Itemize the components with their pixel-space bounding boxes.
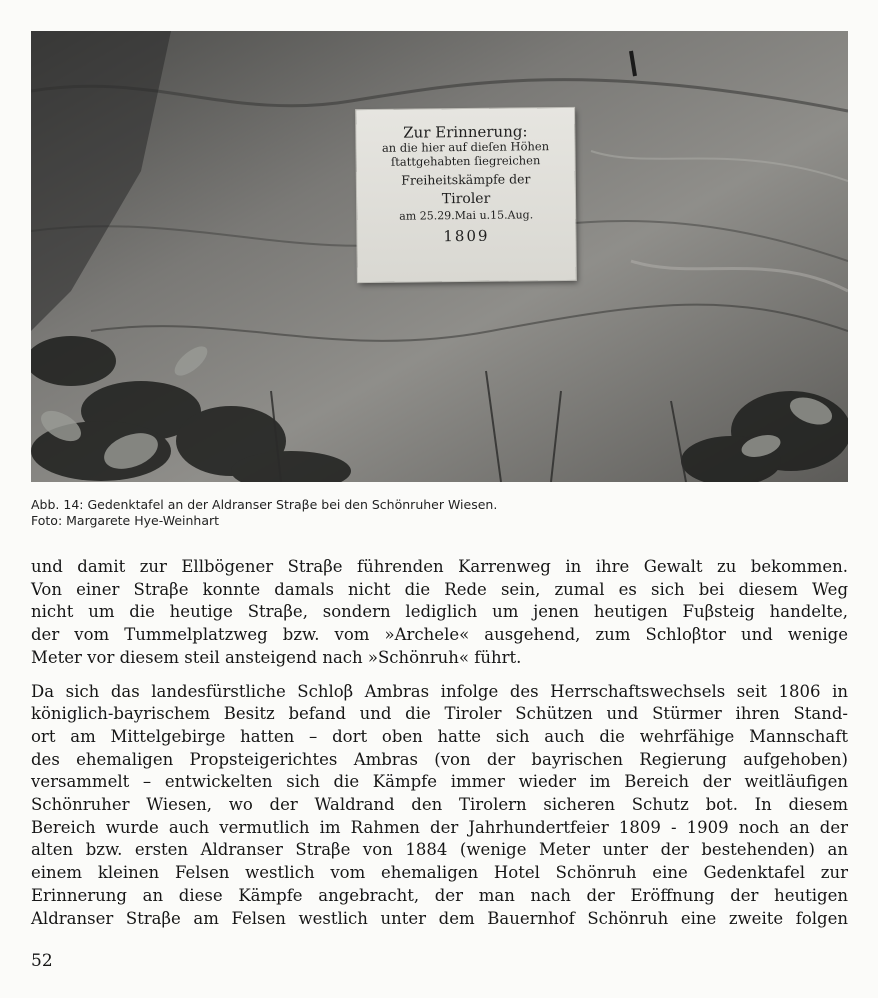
text-line: des ehemaligen Propsteigerichtes Ambras (von der bayrischen Regierung aufgehoben) — [31, 749, 848, 769]
plaque-line: Tiroler — [441, 190, 491, 207]
text-line: Bereich wurde auch vermutlich im Rahmen der Jahrhundertfeier 1809 - 1909 noch an der — [31, 817, 848, 837]
text-line: einem kleinen Felsen westlich vom ehemaligen Hotel Schönruh eine Gedenktafel zur — [31, 863, 848, 883]
memorial-plaque — [356, 108, 576, 282]
text-line: versammelt – entwickelten sich die Kämpfe immer wieder im Bereich der weitläufigen — [31, 772, 848, 792]
text-line: ort am Mittelgebirge hatten – dort oben hatte sich auch die wehrfähige Mannschaft — [31, 726, 848, 746]
plaque-line: an die hier auf dieſen Höhen — [381, 139, 550, 155]
text-line: nicht um die heutige Straβe, sondern lediglich um jenen heutigen Fuβsteig handelte, — [31, 602, 848, 622]
body-text — [31, 556, 848, 930]
text-line: Aldranser Straβe am Felsen westlich unter dem Bauernhof Schönruh eine zweite folgen — [31, 908, 848, 928]
text-line: Von einer Straβe konnte damals nicht die Rede sein, zumal es sich bei diesem Weg — [31, 579, 848, 599]
text-line: Meter vor diesem steil ansteigend nach »Schönruh« führt. — [31, 647, 522, 667]
text-line: der vom Tummelplatzweg bzw. vom »Archele« ausgehend, zum Schloβtor und wenige — [31, 625, 848, 645]
text-line: und damit zur Ellbögener Straβe führenden Karrenweg in ihre Gewalt zu bekommen. — [31, 557, 848, 576]
text-line: alten bzw. ersten Aldranser Straβe von 1884 (wenige Meter unter der bestehenden) an — [31, 840, 848, 860]
text-line: Erinnerung an diese Kämpfe angebracht, der man nach der Eröffnung der heutigen — [31, 885, 848, 905]
text-line: Schönruher Wiesen, wo der Waldrand den Tirolern sicheren Schutz bot. In diesem — [31, 795, 848, 815]
plaque-line: am 25.29.Mai u.15.Aug. — [399, 208, 534, 224]
page-number: 52 — [31, 951, 53, 971]
paragraph — [31, 556, 848, 670]
paragraph — [31, 681, 848, 931]
plaque-line: Freiheitskämpfe der — [401, 170, 531, 188]
figure-caption — [31, 497, 848, 529]
figure-photo — [31, 31, 848, 482]
caption-title: Abb. 14: Gedenktafel an der Aldranser Straβe bei den Schönruher Wiesen. — [31, 497, 498, 512]
text-line: Da sich das landesfürstliche Schloβ Ambras infolge des Herrschaftswechsels seit 1806 in — [31, 681, 848, 701]
text-line: königlich-bayrischem Besitz befand und die Tiroler Schützen und Stürmer ihren Stand- — [31, 704, 848, 724]
plaque-line: ſtattgehabten ſiegreichen — [390, 153, 541, 169]
plaque-line: Zur Erinnerung: — [403, 122, 528, 142]
plaque-line: 1809 — [443, 226, 490, 245]
caption-credit: Foto: Margarete Hye-Weinhart — [31, 513, 220, 528]
